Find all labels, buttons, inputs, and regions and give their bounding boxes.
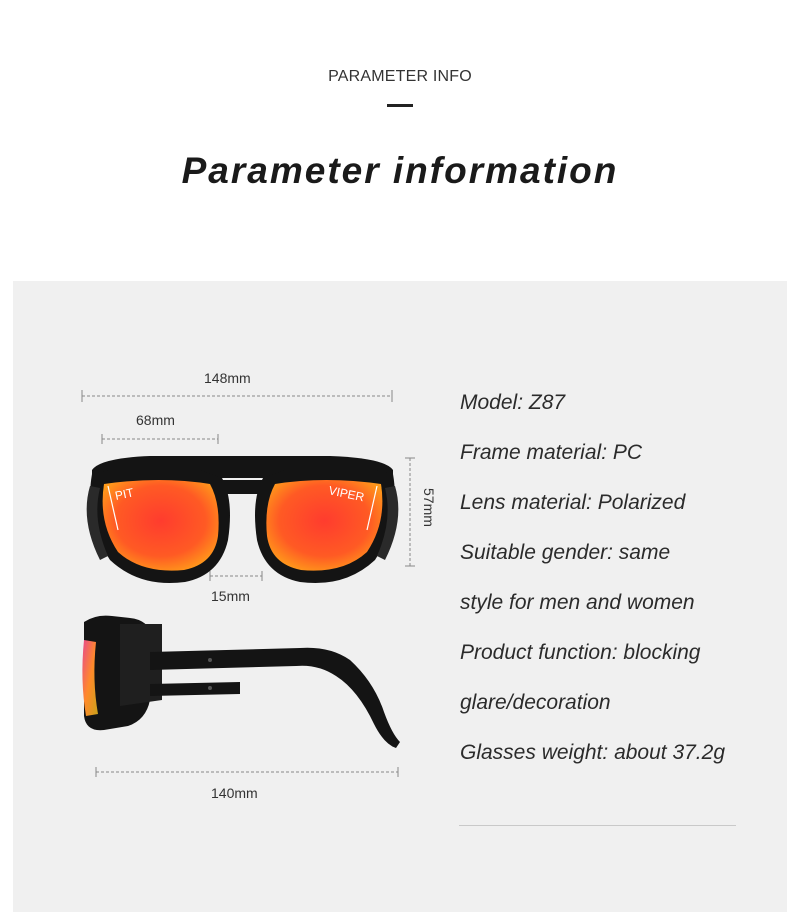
spec-divider <box>459 825 736 826</box>
section-eyebrow: PARAMETER INFO <box>328 68 472 85</box>
spec-list <box>460 378 780 778</box>
spec-lens-material: Lens material: Polarized <box>460 491 686 514</box>
spec-gender-line1: Suitable gender: same <box>460 541 671 564</box>
spec-model: Model: Z87 <box>460 391 566 414</box>
dim-total-width-line <box>82 390 392 402</box>
frame-logo-right: VIPER <box>327 483 366 505</box>
spec-function-line2: glare/decoration <box>460 691 611 714</box>
spec-frame-material: Frame material: PC <box>460 441 643 464</box>
spec-gender-line2: style for men and women <box>460 591 695 614</box>
glasses-front-view <box>87 456 399 583</box>
dim-temple-length-label: 140mm <box>211 785 258 801</box>
dim-bridge-label: 15mm <box>211 588 250 604</box>
spec-weight: Glasses weight: about 37.2g <box>460 741 726 764</box>
glasses-side-view <box>82 616 400 748</box>
dim-temple-length-line <box>96 767 398 777</box>
dim-lens-width-line <box>102 434 218 444</box>
frame-logo-left: PIT <box>113 485 135 503</box>
page-title: Parameter information <box>181 150 619 191</box>
spec-function-line1: Product function: blocking <box>460 641 701 664</box>
dim-total-width-label: 148mm <box>204 370 251 386</box>
dim-lens-height-label: 57mm <box>421 488 437 527</box>
dim-lens-height-line <box>405 458 415 566</box>
dim-bridge-line <box>210 571 262 581</box>
dim-lens-width-label: 68mm <box>136 412 175 428</box>
